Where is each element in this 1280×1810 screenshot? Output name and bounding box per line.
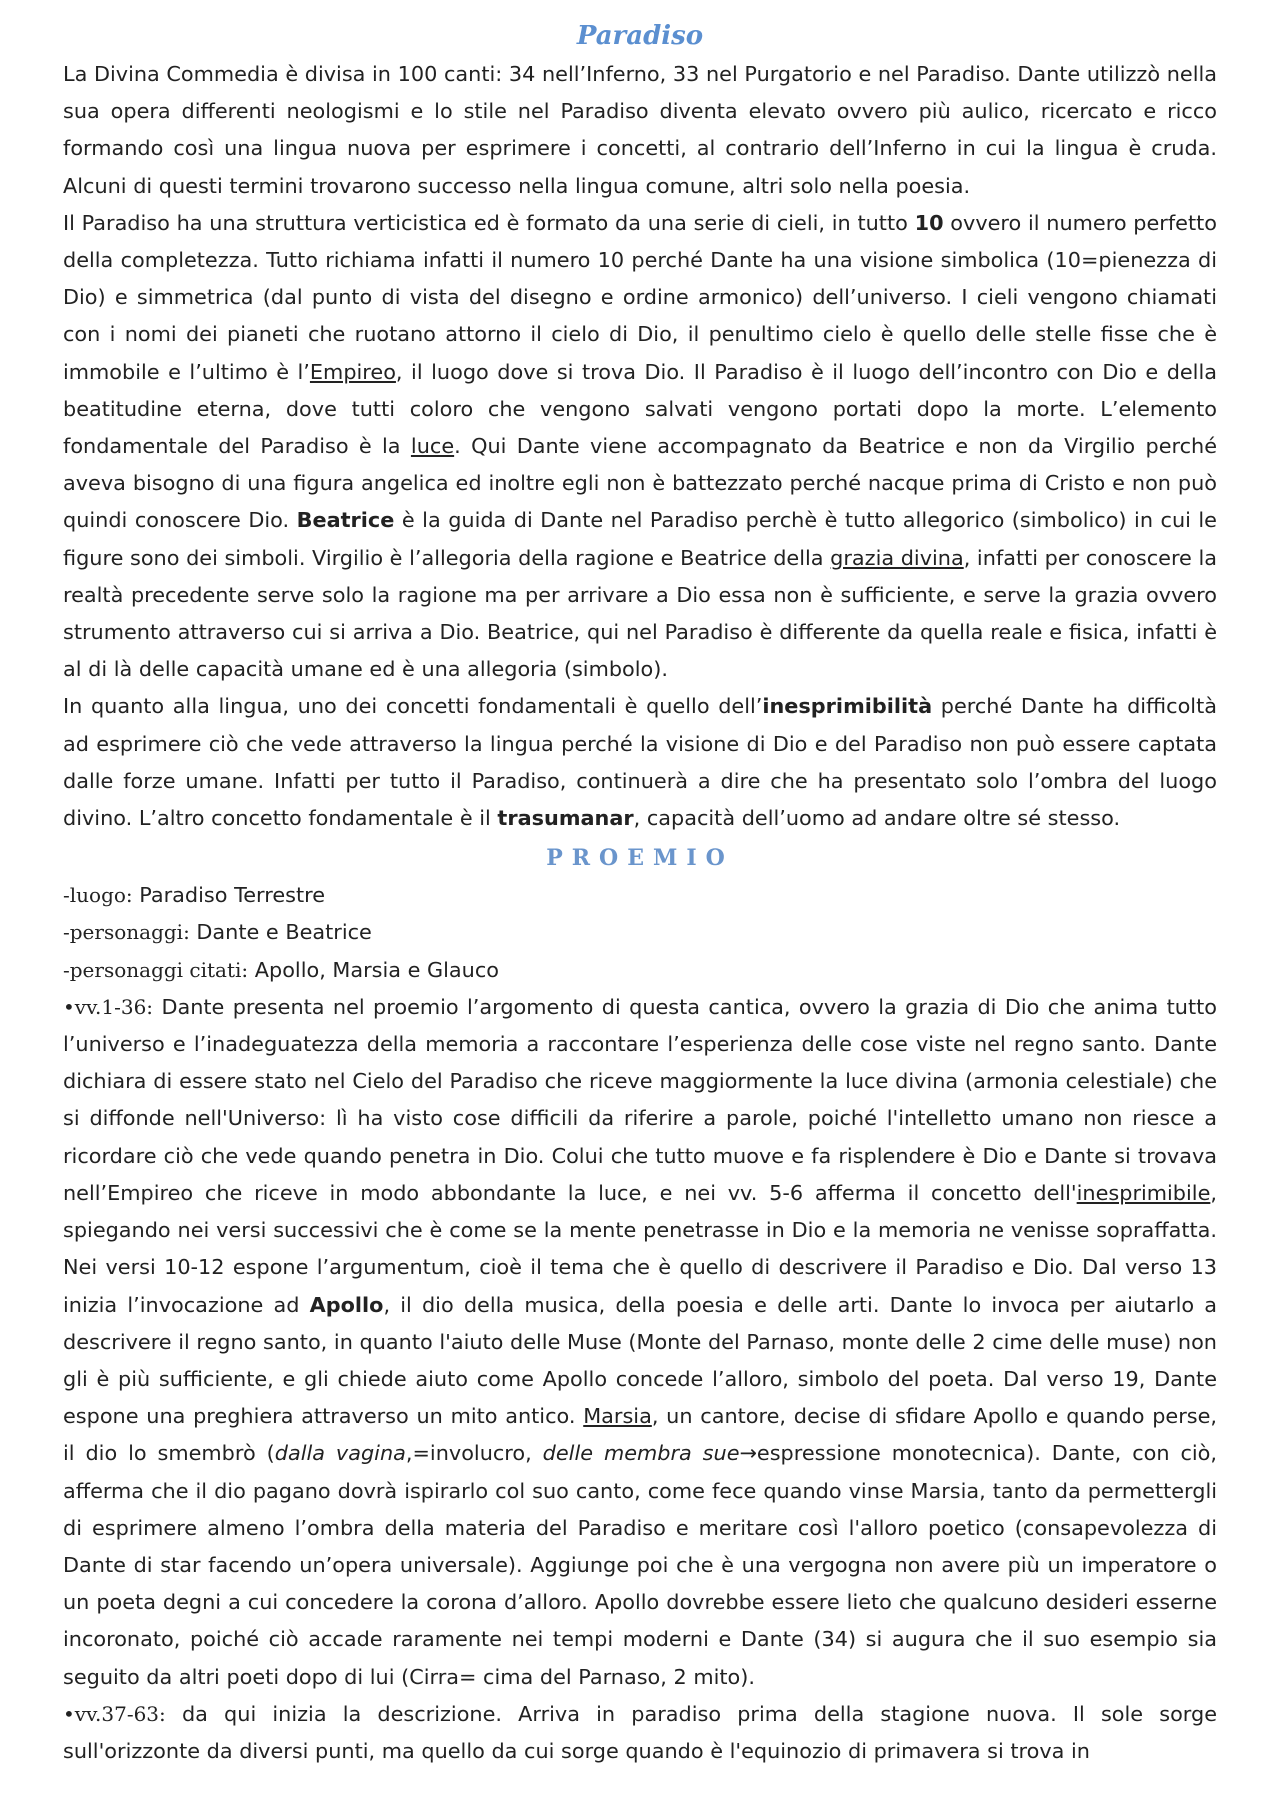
text-span: ovvero il numero perfetto della completezza. Tutto richiama infatti il numero 10 perché Dante ha una visione simbolica (10=pienezza di Dio) e simmetrica (dal punto di vista del disegno e ordine armonico) dell’universo. I cieli vengono chiamati con i nomi dei pianeti che ruotano attorno il cielo di Dio, il penultimo cielo è quello delle stelle fisse che è immobile e l’ultimo è l’	[63, 210, 1217, 384]
intro-paragraph-3	[63, 688, 1217, 837]
underlined-term-grazia-divina: grazia divina	[830, 545, 964, 570]
bold-term-apollo: Apollo	[309, 1292, 384, 1317]
text-span: , il luogo dove si trova Dio. Il Paradiso è il luogo dell’incontro con Dio e della beatitudine eterna, dove tutti coloro che vengono salvati vengono portati dopo la morte. L’elemento fondamentale del Paradiso è la	[63, 359, 1217, 459]
page-title: Paradiso	[576, 21, 704, 51]
section-vv-1-36	[63, 989, 1217, 1696]
section-vv-37-63	[63, 1696, 1217, 1770]
underlined-term-luce: luce	[410, 434, 455, 459]
info-value: Paradiso Terrestre	[132, 883, 325, 908]
text-span: Il Paradiso ha una struttura verticistica ed è formato da una serie di cieli, in tutto	[63, 210, 915, 235]
text-span: Dante presenta nel proemio l’argomento di questa cantica, ovvero la grazia di Dio che anima tutto l’universo e l’inadeguatezza della memoria a raccontare l’esperienza delle cose viste nel regno santo. Dante dichiara di essere stato nel Cielo del Paradiso che riceve maggiormente la luce divina (armonia celestiale) che si diffonde nell'Universo: lì ha visto cose difficili da riferire a parole, poiché l'intelletto umano non riesce a ricordare ciò che vede quando penetra in Dio. Colui che tutto muove e fa risplendere è Dio e Dante si trovava nell’Empireo che riceve in modo abbondante la luce, e nei vv. 5-6 afferma il concetto dell'	[63, 994, 1217, 1205]
underlined-term-inesprimibile: inesprimibile	[1076, 1180, 1211, 1205]
section-heading-proemio: PROEMIO	[546, 845, 734, 872]
info-personaggi-citati	[63, 952, 1217, 989]
text-span: In quanto alla lingua, uno dei concetti fondamentali è quello dell’	[63, 694, 763, 719]
verse-range-label: •vv.1-36:	[63, 994, 154, 1019]
text-span: ,=involucro,	[405, 1441, 543, 1466]
italic-quote-vagina: dalla vagina	[274, 1441, 406, 1466]
info-personaggi	[63, 914, 1217, 951]
info-label: -luogo:	[63, 883, 133, 908]
info-value: Apollo, Marsia e Glauco	[248, 957, 500, 982]
text-span: perché Dante ha difficoltà ad esprimere ciò che vede attraverso la lingua perché la visione di Dio e del Paradiso non può essere captata dalle forze umane. Infatti per tutto il Paradiso, continuerà a dire che ha presentato solo l’ombra del luogo divino. L’altro concetto fondamentale è il	[63, 694, 1217, 831]
underlined-term-marsia: Marsia	[583, 1404, 652, 1429]
text-span: , infatti per conoscere la realtà precedente serve solo la ragione ma per arrivare a Dio essa non è sufficiente, e serve la grazia ovvero strumento attraverso cui si arriva a Dio. Beatrice, qui nel Paradiso è differente da quella reale e fisica, infatti è al di là delle capacità umane ed è una allegoria (simbolo).	[63, 545, 1217, 682]
info-value: Dante e Beatrice	[189, 920, 372, 945]
text-span: , il dio della musica, della poesia e delle arti. Dante lo invoca per aiutarlo a descrivere il regno santo, in quanto l'aiuto delle Muse (Monte del Parnaso, monte delle 2 cime delle muse) non gli è più sufficiente, e gli chiede aiuto come Apollo concede l’alloro, simbolo del poeta. Dal verso 19, Dante espone una preghiera attraverso un mito antico.	[63, 1292, 1218, 1429]
intro-paragraph-2	[63, 205, 1217, 689]
italic-quote-membra: delle membra sue	[542, 1441, 740, 1466]
intro-paragraph-1: La Divina Commedia è divisa in 100 canti: 34 nell’Inferno, 33 nel Purgatorio e nel Paradiso. Dante utilizzò nella sua opera differenti neologismi e lo stile nel Paradiso diventa elevato ovvero più aulico, ricercato e ricco formando così una lingua nuova per esprimere i concetti, al contrario dell’Inferno in cui la lingua è cruda. Alcuni di questi termini trovarono successo nella lingua comune, altri solo nella poesia.	[63, 62, 1217, 198]
info-luogo	[63, 877, 1217, 914]
text-span: . Qui Dante viene accompagnato da Beatrice e non da Virgilio perché aveva bisogno di una figura angelica ed inoltre egli non è battezzato perché nacque prima di Cristo e non può quindi conoscere Dio.	[63, 434, 1217, 533]
text-span: , spiegando nei versi successivi che è come se la mente penetrasse in Dio e la memoria ne venisse sopraffatta. Nei versi 10-12 espone l’argumentum, cioè il tema che è quello di descrivere il Paradiso e Dio. Dal verso 13 inizia l’invocazione ad	[63, 1180, 1217, 1317]
bold-term-beatrice: Beatrice	[296, 508, 395, 533]
text-span: , capacità dell’uomo ad andare oltre sé stesso.	[633, 806, 1121, 831]
bold-term-inesprimibilita: inesprimibilità	[762, 694, 933, 719]
text-span: è la guida di Dante nel Paradiso perchè è tutto allegorico (simbolico) in cui le figure sono dei simboli. Virgilio è l’allegoria della ragione e Beatrice della	[63, 508, 1217, 570]
text-span: da qui inizia la descrizione. Arriva in paradiso prima della stagione nuova. Il sole sorge sull'orizzonte da diversi punti, ma quello da cui sorge quando è l'equinozio di primavera si trova in	[63, 1701, 1217, 1763]
info-label: -personaggi citati:	[63, 957, 249, 982]
text-span: , un cantore, decise di sfidare Apollo e quando perse, il dio lo smembrò (	[63, 1404, 1217, 1466]
text-span: →espressione monotecnica). Dante, con ciò, afferma che il dio pagano dovrà ispirarlo col suo canto, come fece quando vinse Marsia, tanto da permettergli di esprimere almeno l’ombra della materia del Paradiso e meritare così l'alloro poetico (consapevolezza di Dante di star facendo un’opera universale). Aggiunge poi che è una vergogna non avere più un imperatore o un poeta degni a cui concedere la corona d’alloro. Apollo dovrebbe essere lieto che qualcuno desideri esserne incoronato, poiché ciò accade raramente nei tempi moderni e Dante (34) si augura che il suo esempio sia seguito da altri poeti dopo di lui (Cirra= cima del Parnaso, 2 mito).	[63, 1441, 1218, 1689]
bold-term-ten: 10	[914, 210, 944, 235]
verse-range-label: •vv.37-63:	[63, 1701, 166, 1726]
underlined-term-empireo: Empireo	[309, 359, 396, 384]
bold-term-trasumanar: trasumanar	[497, 806, 634, 831]
info-label: -personaggi:	[63, 920, 190, 945]
